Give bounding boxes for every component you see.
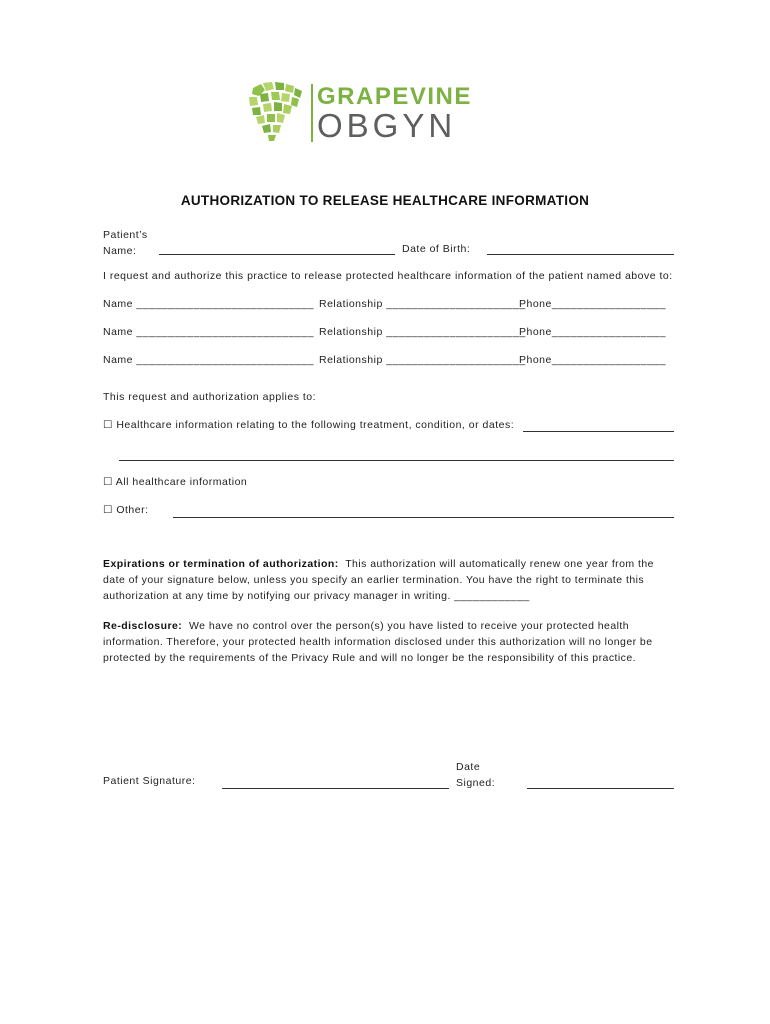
date-signed-label: Date Signed:	[456, 761, 496, 789]
recipient-relationship-field[interactable]: Relationship ______________________	[319, 354, 526, 366]
treatment-field-continued[interactable]	[119, 460, 674, 461]
recipient-name-field[interactable]: Name ____________________________	[103, 326, 314, 338]
recipient-phone-field[interactable]: Phone__________________	[519, 326, 666, 338]
recipient-phone-field[interactable]: Phone__________________	[519, 354, 666, 366]
recipient-relationship-field[interactable]: Relationship ______________________	[319, 326, 526, 338]
option-other	[103, 504, 149, 517]
request-statement: I request and authorize this practice to release protected healthcare information of the patient named above to:	[103, 270, 673, 282]
patient-name-field[interactable]	[159, 254, 395, 255]
logo-text-obgyn: OBGYN	[317, 107, 457, 144]
all-info-label: All healthcare information	[115, 476, 248, 488]
all-info-checkbox[interactable]: ☐	[103, 476, 113, 488]
treatment-field[interactable]	[523, 431, 674, 432]
other-checkbox[interactable]: ☐	[103, 504, 113, 516]
applies-to-label: This request and authorization applies to:	[103, 391, 317, 403]
option-all	[103, 476, 247, 489]
expiration-heading: Expirations or termination of authorization:	[103, 558, 339, 570]
patient-signature-label: Patient Signature:	[103, 775, 196, 787]
recipient-phone-field[interactable]: Phone__________________	[519, 298, 666, 310]
option-treatment	[103, 419, 514, 432]
logo-text-grapevine: GRAPEVINE	[317, 83, 472, 110]
recipient-name-field[interactable]: Name ____________________________	[103, 298, 314, 310]
logo	[247, 80, 477, 142]
treatment-checkbox[interactable]: ☐	[103, 419, 113, 431]
redisclosure-paragraph: Re-disclosure: We have no control over the person(s) you have listed to receive your protected health information. Therefore, your protected health information disclosed under this authorization will no longer be protected by the requirements of the Privacy Rule and will no longer be the responsibility of this practice.	[103, 620, 653, 664]
redisclosure-heading: Re-disclosure:	[103, 620, 183, 632]
expiration-paragraph: Expirations or termination of authorization: This authorization will automatically renew one year from the date of your signature below, unless you specify an earlier termination. You have the right to terminate this authorization at any time by notifying our privacy manager in writing. ____________	[103, 558, 654, 602]
recipient-name-field[interactable]: Name ____________________________	[103, 354, 314, 366]
recipient-relationship-field[interactable]: Relationship ______________________	[319, 298, 526, 310]
treatment-label: Healthcare information relating to the following treatment, condition, or dates:	[116, 419, 515, 431]
grape-cluster-icon	[247, 80, 305, 142]
date-signed-field[interactable]	[527, 788, 674, 789]
other-field[interactable]	[173, 517, 674, 518]
patient-name-label: Patient’s Name:	[103, 229, 148, 257]
logo-divider	[311, 84, 313, 142]
dob-label: Date of Birth:	[402, 243, 471, 255]
other-label: Other:	[116, 504, 149, 516]
dob-field[interactable]	[487, 254, 674, 255]
patient-signature-field[interactable]	[222, 788, 449, 789]
page-title: AUTHORIZATION TO RELEASE HEALTHCARE INFORMATION	[180, 193, 590, 208]
